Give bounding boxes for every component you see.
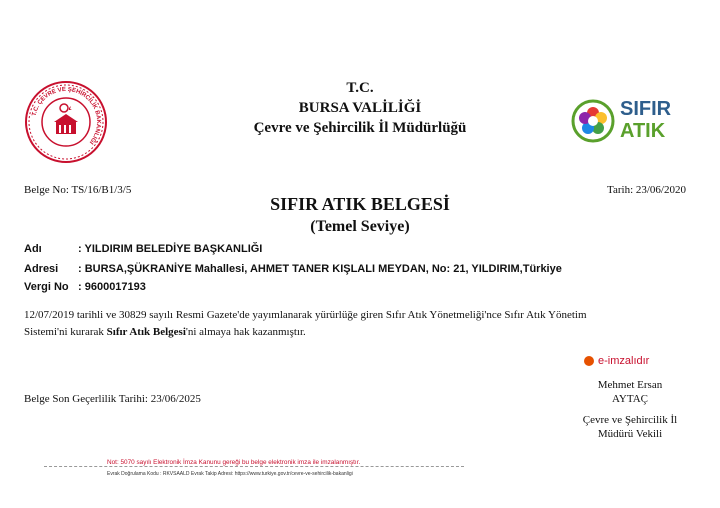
- body-line-1: 12/07/2019 tarihli ve 30829 sayılı Resmi Gazete'de yayımlanarak yürürlüğe giren Sıfır Atık Yönetmeliği'nce Sıfır Atık Yönetim: [24, 309, 587, 321]
- certificate-title: SIFIR ATIK BELGESİ: [270, 194, 450, 214]
- e-signature-label: e-imzalıdır: [598, 355, 650, 367]
- header-directorate: Çevre ve Şehircilik İl Müdürlüğü: [253, 120, 467, 136]
- field-value: : 9600017193: [78, 281, 146, 293]
- e-signature-badge: [584, 355, 694, 367]
- e-signature-law-note: Not: 5070 sayılı Elektronik İmza Kanunu gereği bu belge elektronik imza ile imzalanmıştır.: [107, 459, 361, 466]
- medal-icon: [584, 356, 594, 366]
- signer-title-1: Çevre ve Şehircilik İl: [582, 414, 678, 426]
- body-text: 'ni almaya hak kazanmıştır.: [185, 326, 306, 338]
- signer-title-2: Müdürü Vekili: [597, 428, 663, 440]
- field-label: Adı: [24, 243, 42, 255]
- logo-text-atik: ATIK: [620, 120, 666, 142]
- logo-text-sifir: SIFIR: [620, 98, 672, 120]
- body-text: Sistemi'ni kurarak: [24, 326, 107, 338]
- document-date: Tarih: 23/06/2020: [607, 184, 686, 196]
- header-governorship: BURSA VALİLİĞİ: [298, 100, 422, 116]
- field-name-row: [24, 243, 262, 255]
- signer-name: Mehmet Ersan: [597, 379, 663, 391]
- verification-info: Evrak Doğrulama Kodu : RKVSAALD Evrak Takip Adresi: https://www.turkiye.gov.tr/cevre-ve-sehircilik-bakanligi: [107, 471, 353, 477]
- body-bold-text: Sıfır Atık Belgesi: [106, 326, 186, 338]
- field-value: : BURSA,ŞÜKRANİYE Mahallesi, AHMET TANER KIŞLALI MEYDAN, No: 21, YILDIRIM,Türkiye: [78, 263, 562, 275]
- seal-ring-text: T.C. ÇEVRE VE ŞEHİRCİLİK BAKANLIĞI: [31, 86, 102, 145]
- field-tax-row: [24, 281, 146, 293]
- certificate-level: (Temel Seviye): [310, 218, 410, 235]
- validity-date: Belge Son Geçerlilik Tarihi: 23/06/2025: [24, 393, 201, 405]
- document-number: Belge No: TS/16/B1/3/5: [24, 184, 132, 196]
- field-label: Adresi: [24, 263, 59, 275]
- zero-waste-flower-icon: [570, 98, 616, 144]
- zero-waste-logo: [570, 96, 690, 146]
- field-value: : YILDIRIM BELEDİYE BAŞKANLIĞI: [78, 243, 263, 255]
- signer-surname: AYTAÇ: [612, 393, 648, 405]
- footer-divider: [44, 466, 464, 467]
- field-label: Vergi No: [24, 281, 69, 293]
- field-address-row: [24, 263, 562, 275]
- header-tc: T.C.: [346, 80, 374, 96]
- body-line-2: [24, 326, 704, 338]
